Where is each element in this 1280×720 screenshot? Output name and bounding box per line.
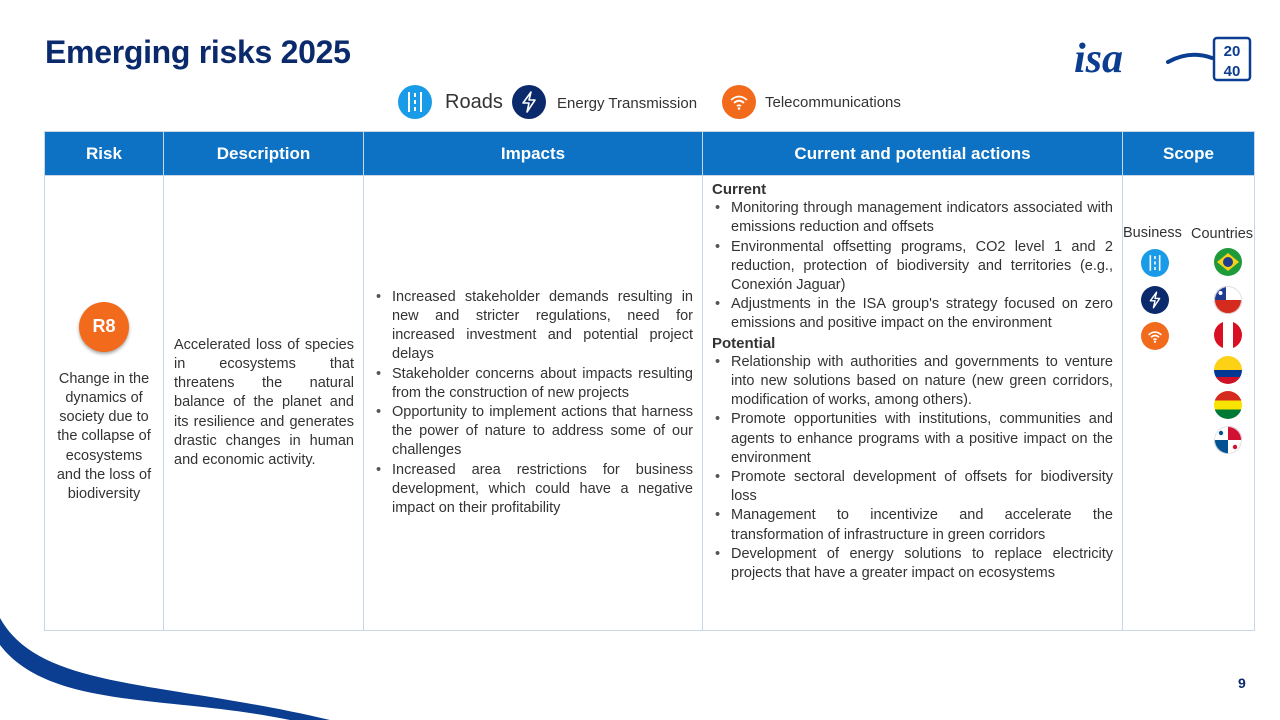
potential-action-item: • Relationship with authorities and governments to venture into new solutions based on nature (new green corridors, modification of works, among others). xyxy=(713,353,1113,411)
table-header-row xyxy=(45,132,1255,176)
header-scope: Scope xyxy=(1123,132,1255,176)
impacts-list xyxy=(364,288,702,518)
bolivia-flag xyxy=(1214,391,1242,419)
impact-item: • Opportunity to implement actions that harness the power of nature to address some of our challenges xyxy=(374,403,693,461)
svg-text:isa: isa xyxy=(1074,36,1124,82)
roads-icon xyxy=(398,85,432,119)
energy-transmission-icon xyxy=(1141,286,1169,314)
legend-label-roads: Roads xyxy=(445,91,503,113)
potential-action-item: • Promote opportunities with institutions, communities and agents to enhance programs with a positive impact on the environment xyxy=(713,410,1113,468)
impact-item: • Increased stakeholder demands resulting in new and stricter regulations, need for increased investment and potential project delays xyxy=(374,288,693,365)
colombia-flag xyxy=(1214,356,1242,384)
scope-business-label: Business xyxy=(1123,225,1182,241)
potential-actions-heading: Potential xyxy=(712,334,776,352)
roads-icon xyxy=(1141,249,1169,277)
header-impacts: Impacts xyxy=(364,132,703,176)
impacts-cell xyxy=(364,176,703,631)
scope-cell xyxy=(1123,176,1255,631)
header-description: Description xyxy=(164,132,364,176)
impact-item: • Increased area restrictions for business development, which could have a negative impact on their profitability xyxy=(374,461,693,519)
brazil-flag xyxy=(1214,248,1242,276)
header-risk: Risk xyxy=(45,132,164,176)
chile-flag xyxy=(1214,286,1242,314)
svg-text:40: 40 xyxy=(1223,63,1241,80)
isa-logo xyxy=(1072,36,1252,82)
risk-table xyxy=(44,131,1255,631)
risk-name: Change in the dynamics of society due to the collapse of ecosystems and the loss of biodiversity xyxy=(56,370,152,502)
peru-flag xyxy=(1214,321,1242,349)
impact-item: • Stakeholder concerns about impacts resulting from the construction of new projects xyxy=(374,365,693,403)
current-action-item: • Adjustments in the ISA group's strategy focused on zero emissions and positive impact on the environment xyxy=(713,295,1113,333)
energy-transmission-icon xyxy=(512,85,546,119)
legend-label-energy: Energy Transmission xyxy=(557,95,698,112)
current-action-item: • Monitoring through management indicators associated with emissions reduction and offsets xyxy=(713,199,1113,237)
potential-actions-list xyxy=(703,353,1122,583)
risk-cell xyxy=(45,176,164,631)
slide-title: Emerging risks 2025 xyxy=(45,34,351,70)
decorative-swoosh xyxy=(0,600,340,720)
business-legend xyxy=(0,85,1280,121)
potential-action-item: • Development of energy solutions to replace electricity projects that have a greater impact on ecosystems xyxy=(713,545,1113,583)
risk-description: Accelerated loss of species in ecosystems that threatens the natural balance of the planet and its resilience and generates drastic changes in human and economic activity. xyxy=(174,336,354,468)
risk-code-badge: R8 xyxy=(79,302,129,352)
telecommunications-icon xyxy=(1141,322,1169,350)
header-actions: Current and potential actions xyxy=(703,132,1123,176)
actions-cell xyxy=(703,176,1123,631)
legend-label-telecom: Telecommunications xyxy=(765,94,901,111)
current-actions-list xyxy=(703,199,1122,333)
current-actions-heading: Current xyxy=(712,181,767,198)
svg-text:20: 20 xyxy=(1223,43,1241,60)
panama-flag xyxy=(1214,426,1242,454)
telecommunications-icon xyxy=(722,85,756,119)
table-row xyxy=(45,176,1255,631)
page-number: 9 xyxy=(1238,675,1246,691)
current-action-item: • Environmental offsetting programs, CO2 level 1 and 2 reduction, protection of biodiversity and territories (e.g., Conexión Jaguar) xyxy=(713,238,1113,296)
potential-action-item: • Promote sectoral development of offsets for biodiversity loss xyxy=(713,468,1113,506)
scope-countries-label: Countries xyxy=(1191,226,1254,242)
potential-action-item: • Management to incentivize and accelerate the transformation of infrastructure in green corridors xyxy=(713,506,1113,544)
description-cell xyxy=(164,176,364,631)
